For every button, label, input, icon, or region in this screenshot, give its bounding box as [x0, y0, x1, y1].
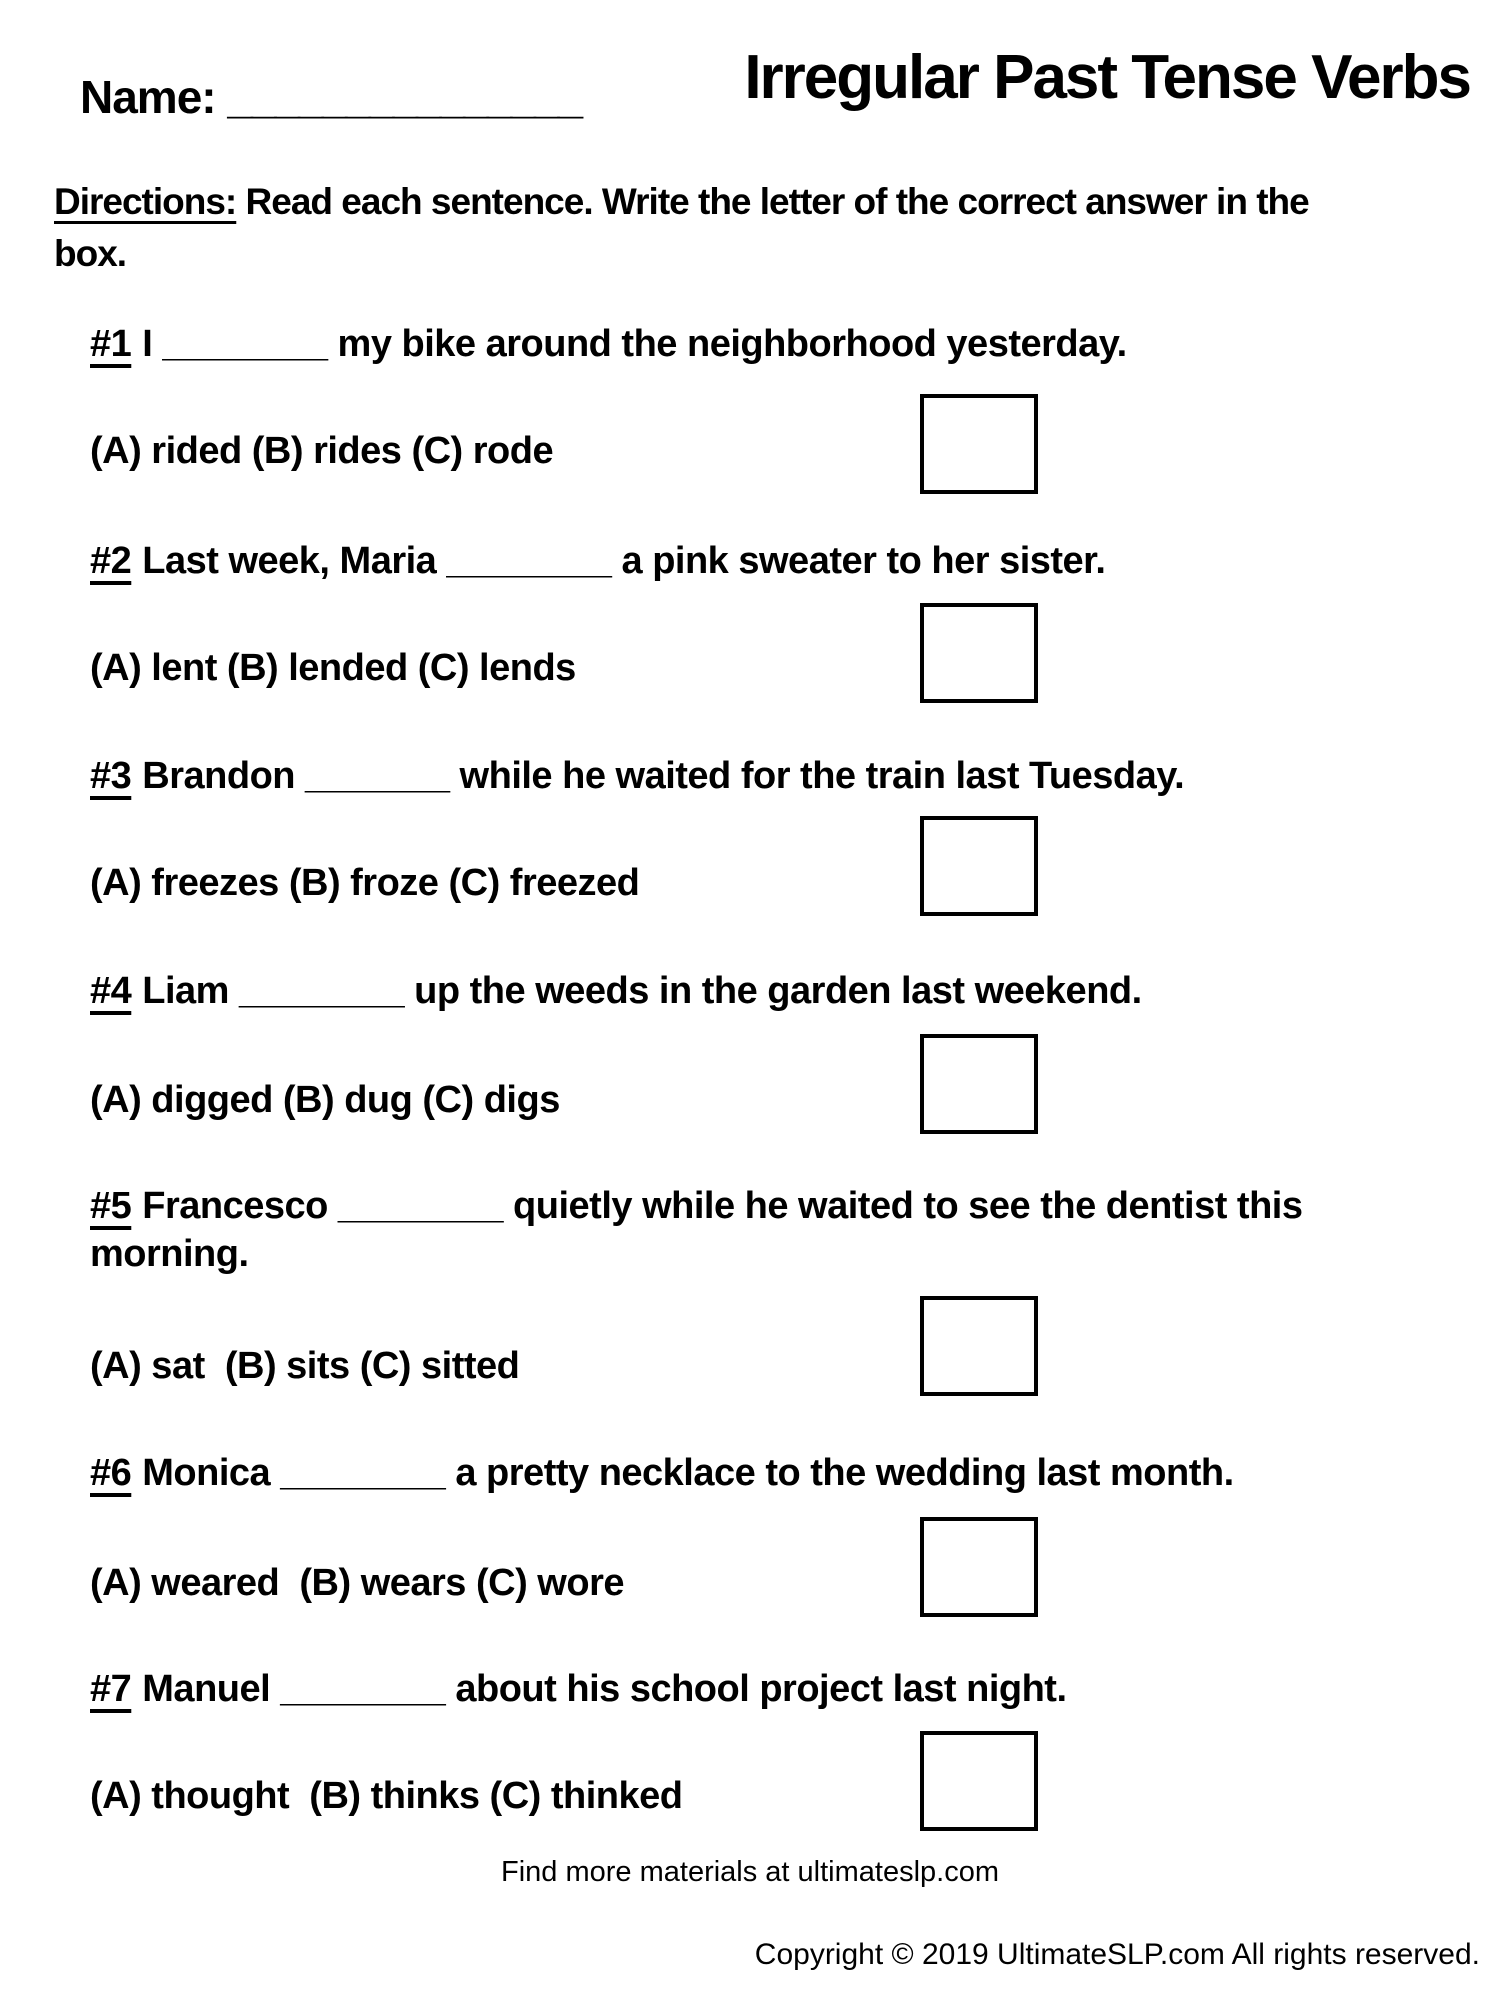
- directions: [54, 176, 1309, 280]
- page-title: Irregular Past Tense Verbs: [744, 43, 1470, 112]
- question-3-options: (A) freezes (B) froze (C) freezed: [90, 862, 640, 904]
- question-2: [90, 537, 1105, 585]
- answer-box-2[interactable]: [920, 603, 1038, 703]
- question-2-text: Last week, Maria ________ a pink sweater to her sister.: [142, 540, 1106, 582]
- question-5: [90, 1182, 1302, 1278]
- question-4-options: (A) digged (B) dug (C) digs: [90, 1079, 560, 1121]
- question-6-text: Monica ________ a pretty necklace to the wedding last month.: [142, 1452, 1234, 1494]
- question-7-number: #7: [90, 1668, 132, 1710]
- answer-box-3[interactable]: [920, 816, 1038, 916]
- footer-copyright: Copyright © 2019 UltimateSLP.com All rights reserved.: [754, 1938, 1480, 1971]
- question-3-number: #3: [90, 755, 132, 797]
- question-6: [90, 1449, 1234, 1497]
- question-7-options: (A) thought (B) thinks (C) thinked: [90, 1775, 683, 1817]
- question-1-options: (A) rided (B) rides (C) rode: [90, 430, 554, 472]
- question-6-options: (A) weared (B) wears (C) wore: [90, 1562, 624, 1604]
- name-row: [80, 70, 581, 124]
- question-1-text: I ________ my bike around the neighborhood yesterday.: [142, 323, 1127, 365]
- question-1: [90, 320, 1127, 368]
- question-3-text: Brandon _______ while he waited for the train last Tuesday.: [142, 755, 1185, 797]
- footer-find-more: Find more materials at ultimateslp.com: [501, 1856, 999, 1888]
- answer-box-7[interactable]: [920, 1731, 1038, 1831]
- question-2-number: #2: [90, 540, 132, 582]
- question-3: [90, 752, 1184, 800]
- name-input-line[interactable]: _______________: [227, 71, 582, 123]
- question-4-text: Liam ________ up the weeds in the garden last weekend.: [142, 970, 1142, 1012]
- answer-box-5[interactable]: [920, 1296, 1038, 1396]
- answer-box-6[interactable]: [920, 1517, 1038, 1617]
- question-5-text: Francesco ________ quietly while he waited to see the dentist this: [142, 1185, 1303, 1227]
- question-5-text-line2: morning.: [90, 1233, 249, 1275]
- answer-box-4[interactable]: [920, 1034, 1038, 1134]
- question-6-number: #6: [90, 1452, 132, 1494]
- name-label: Name:: [80, 71, 216, 123]
- question-4-number: #4: [90, 970, 132, 1012]
- question-1-number: #1: [90, 323, 132, 365]
- question-5-options: (A) sat (B) sits (C) sitted: [90, 1345, 520, 1387]
- directions-text: Read each sentence. Write the letter of the correct answer in the: [236, 181, 1309, 222]
- answer-box-1[interactable]: [920, 394, 1038, 494]
- question-7: [90, 1665, 1067, 1713]
- question-4: [90, 967, 1142, 1015]
- question-5-number: #5: [90, 1185, 132, 1227]
- question-2-options: (A) lent (B) lended (C) lends: [90, 647, 576, 689]
- directions-text-line2: box.: [54, 233, 127, 274]
- directions-label: Directions:: [54, 181, 237, 222]
- question-7-text: Manuel ________ about his school project last night.: [142, 1668, 1067, 1710]
